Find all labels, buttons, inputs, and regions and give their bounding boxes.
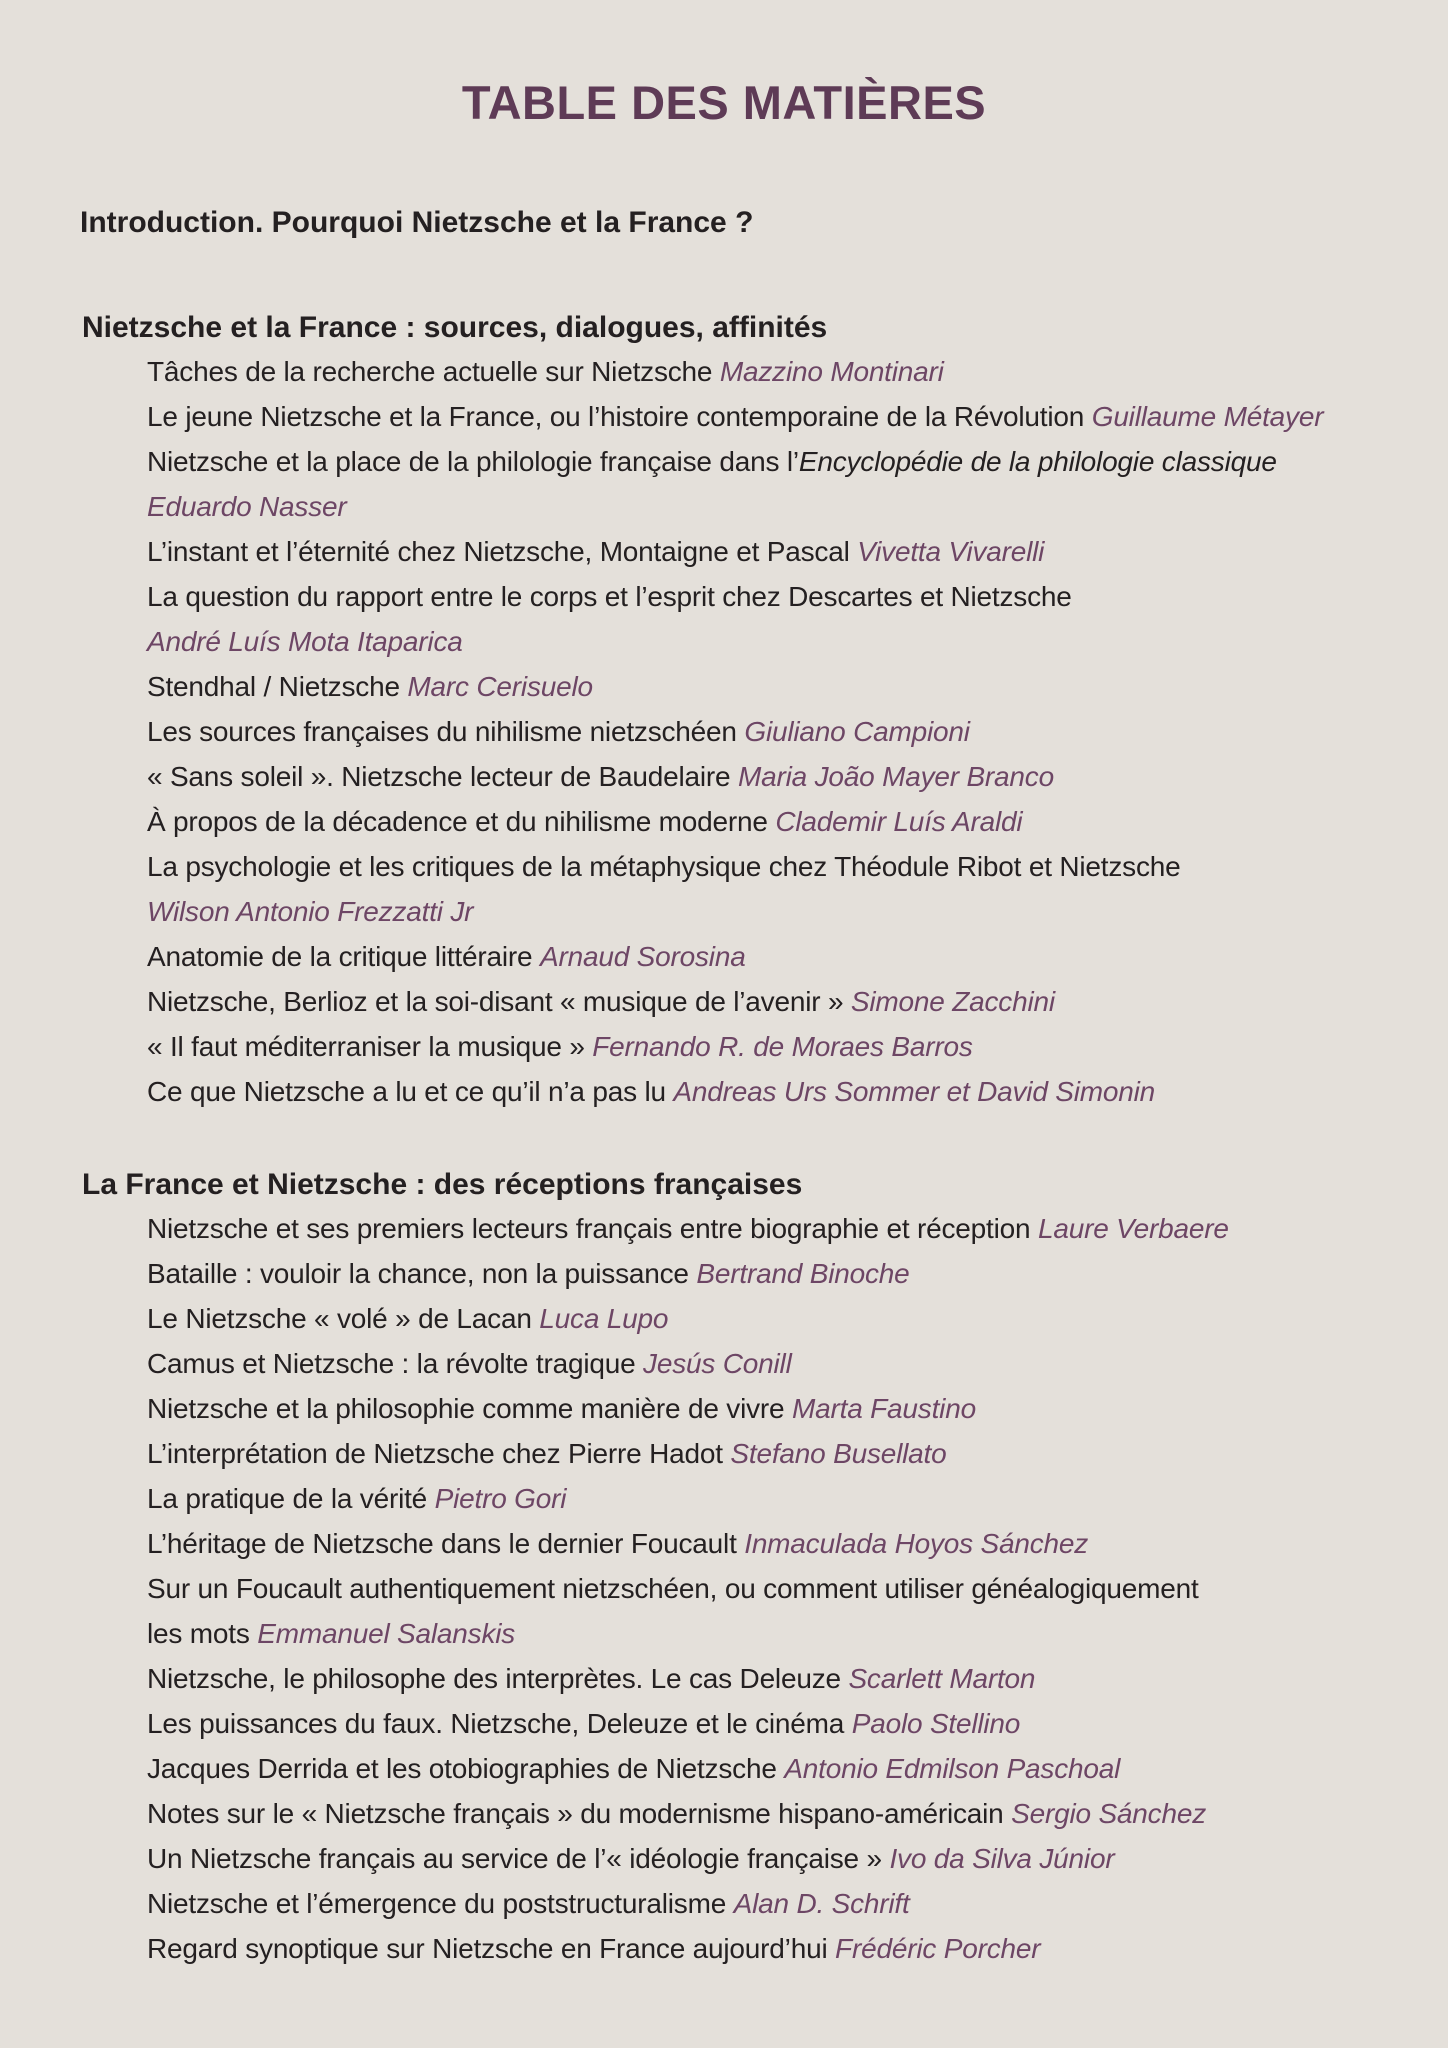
author-name: Antonio Edmilson Paschoal <box>784 1753 1121 1784</box>
toc-entry-line <box>147 979 1448 1024</box>
entry-text: Ce que Nietzsche a lu et ce qu’il n’a pas lu <box>147 1076 674 1107</box>
toc-entry-line <box>147 1746 1448 1791</box>
entry-text: À propos de la décadence et du nihilisme moderne <box>147 806 776 837</box>
author-name: Guillaume Métayer <box>1091 401 1324 432</box>
entry-text: Nietzsche, le philosophe des interprètes. Le cas Deleuze <box>147 1663 849 1694</box>
author-name: Luca Lupo <box>539 1303 669 1334</box>
entry-text: L’instant et l’éternité chez Nietzsche, Montaigne et Pascal <box>147 536 858 567</box>
entry-text: « Sans soleil ». Nietzsche lecteur de Baudelaire <box>147 761 738 792</box>
author-name: Eduardo Nasser <box>147 491 347 522</box>
author-name: André Luís Mota Itaparica <box>147 626 463 657</box>
toc-entry-line <box>147 619 1448 664</box>
author-name: Pietro Gori <box>434 1483 567 1514</box>
toc-entry-line <box>147 1251 1448 1296</box>
entry-text: Regard synoptique sur Nietzsche en France aujourd’hui <box>147 1933 836 1964</box>
author-name: Arnaud Sorosina <box>539 941 746 972</box>
author-name: Mazzino Montinari <box>719 356 944 387</box>
toc-entry-line <box>147 349 1448 394</box>
toc-entry-line <box>147 754 1448 799</box>
toc-entry-line <box>147 664 1448 709</box>
entry-text: Nietzsche et la place de la philologie française dans l’ <box>147 446 799 477</box>
entry-text: Nietzsche et l’émergence du poststructuralisme <box>147 1888 734 1919</box>
author-name: Emmanuel Salanskis <box>257 1618 516 1649</box>
toc-entry-line <box>147 1926 1448 1971</box>
author-name: Stefano Busellato <box>730 1438 947 1469</box>
toc-entry-line <box>147 799 1448 844</box>
toc-entry-line <box>147 709 1448 754</box>
author-name: Inmaculada Hoyos Sánchez <box>744 1528 1089 1559</box>
toc-entry-line <box>147 529 1448 574</box>
entry-text: La question du rapport entre le corps et l’esprit chez Descartes et Nietzsche <box>147 581 1072 612</box>
author-name: Clademir Luís Araldi <box>775 806 1023 837</box>
entry-text: Les sources françaises du nihilisme nietzschéen <box>147 716 745 747</box>
entry-text: « Il faut méditerraniser la musique » <box>147 1031 593 1062</box>
entry-text: La pratique de la vérité <box>147 1483 435 1514</box>
section-heading: La France et Nietzsche : des réceptions françaises <box>82 1168 803 1201</box>
author-name: Jesús Conill <box>643 1348 792 1379</box>
toc-entry-line <box>147 1431 1448 1476</box>
toc-entry-line <box>147 1611 1448 1656</box>
entry-text: les mots <box>147 1618 258 1649</box>
author-name: Maria João Mayer Branco <box>737 761 1054 792</box>
page-title: TABLE DES MATIÈRES <box>461 76 987 129</box>
section-entries <box>147 349 1448 1114</box>
work-title: Encyclopédie de la philologie classique <box>798 446 1277 477</box>
section-entries <box>147 1206 1448 1971</box>
entry-text: L’interprétation de Nietzsche chez Pierre Hadot <box>147 1438 731 1469</box>
author-name: Frédéric Porcher <box>835 1933 1041 1964</box>
entry-text: Sur un Foucault authentiquement nietzschéen, ou comment utiliser généalogiquement <box>147 1573 1199 1604</box>
section-heading: Nietzsche et la France : sources, dialogues, affinités <box>82 311 828 344</box>
toc-entry-line <box>147 1566 1448 1611</box>
toc-entry-line <box>147 1701 1448 1746</box>
author-name: Alan D. Schrift <box>733 1888 910 1919</box>
toc-entry-line <box>147 1521 1448 1566</box>
entry-text: Nietzsche et ses premiers lecteurs français entre biographie et réception <box>147 1213 1038 1244</box>
author-name: Andreas Urs Sommer et David Simonin <box>673 1076 1156 1107</box>
sections <box>0 310 1448 1971</box>
toc-entry-line <box>147 1341 1448 1386</box>
toc-entry-line <box>147 889 1448 934</box>
entry-text: L’héritage de Nietzsche dans le dernier Foucault <box>147 1528 745 1559</box>
toc-entry-line <box>147 1206 1448 1251</box>
toc-entry-line <box>147 1656 1448 1701</box>
toc-section <box>0 1167 1448 1971</box>
entry-text: Un Nietzsche français au service de l’« idéologie française » <box>147 1843 890 1874</box>
author-name: Marta Faustino <box>792 1393 976 1424</box>
toc-entry-line <box>147 1476 1448 1521</box>
toc-entry-line <box>147 1791 1448 1836</box>
toc-entry-line <box>147 1296 1448 1341</box>
entry-text: Notes sur le « Nietzsche français » du modernisme hispano-américain <box>147 1798 1012 1829</box>
entry-text: Bataille : vouloir la chance, non la puissance <box>147 1258 697 1289</box>
author-name: Wilson Antonio Frezzatti Jr <box>147 896 474 927</box>
author-name: Ivo da Silva Júnior <box>889 1843 1115 1874</box>
entry-text: Camus et Nietzsche : la révolte tragique <box>147 1348 644 1379</box>
entry-text: Le jeune Nietzsche et la France, ou l’histoire contemporaine de la Révolution <box>147 401 1092 432</box>
author-name: Paolo Stellino <box>851 1708 1021 1739</box>
entry-text: Jacques Derrida et les otobiographies de Nietzsche <box>147 1753 785 1784</box>
toc-entry-line <box>147 1881 1448 1926</box>
toc-entry-line <box>147 439 1448 484</box>
intro-heading: Introduction. Pourquoi Nietzsche et la France ? <box>80 206 754 239</box>
author-name: Giuliano Campioni <box>744 716 970 747</box>
toc-entry-line <box>147 1836 1448 1881</box>
author-name: Scarlett Marton <box>848 1663 1036 1694</box>
entry-text: Tâches de la recherche actuelle sur Nietzsche <box>147 356 720 387</box>
author-name: Sergio Sánchez <box>1011 1798 1207 1829</box>
toc-entry-line <box>147 934 1448 979</box>
entry-text: Anatomie de la critique littéraire <box>147 941 540 972</box>
entry-text: Le Nietzsche « volé » de Lacan <box>147 1303 540 1334</box>
toc-page <box>0 77 1448 1971</box>
entry-text: Nietzsche et la philosophie comme manière de vivre <box>147 1393 792 1424</box>
author-name: Marc Cerisuelo <box>407 671 593 702</box>
toc-entry-line <box>147 394 1448 439</box>
toc-entry-line <box>147 1024 1448 1069</box>
author-name: Simone Zacchini <box>850 986 1055 1017</box>
entry-text: Les puissances du faux. Nietzsche, Deleuze et le cinéma <box>147 1708 852 1739</box>
entry-text: Stendhal / Nietzsche <box>147 671 408 702</box>
entry-text: Nietzsche, Berlioz et la soi-disant « musique de l’avenir » <box>147 986 851 1017</box>
author-name: Bertrand Binoche <box>696 1258 910 1289</box>
author-name: Laure Verbaere <box>1037 1213 1229 1244</box>
author-name: Vivetta Vivarelli <box>857 536 1045 567</box>
toc-entry-line <box>147 844 1448 889</box>
toc-section <box>0 310 1448 1114</box>
entry-text: La psychologie et les critiques de la métaphysique chez Théodule Ribot et Nietzsche <box>147 851 1181 882</box>
author-name: Fernando R. de Moraes Barros <box>592 1031 973 1062</box>
toc-entry-line <box>147 484 1448 529</box>
toc-entry-line <box>147 1069 1448 1114</box>
toc-entry-line <box>147 574 1448 619</box>
toc-entry-line <box>147 1386 1448 1431</box>
